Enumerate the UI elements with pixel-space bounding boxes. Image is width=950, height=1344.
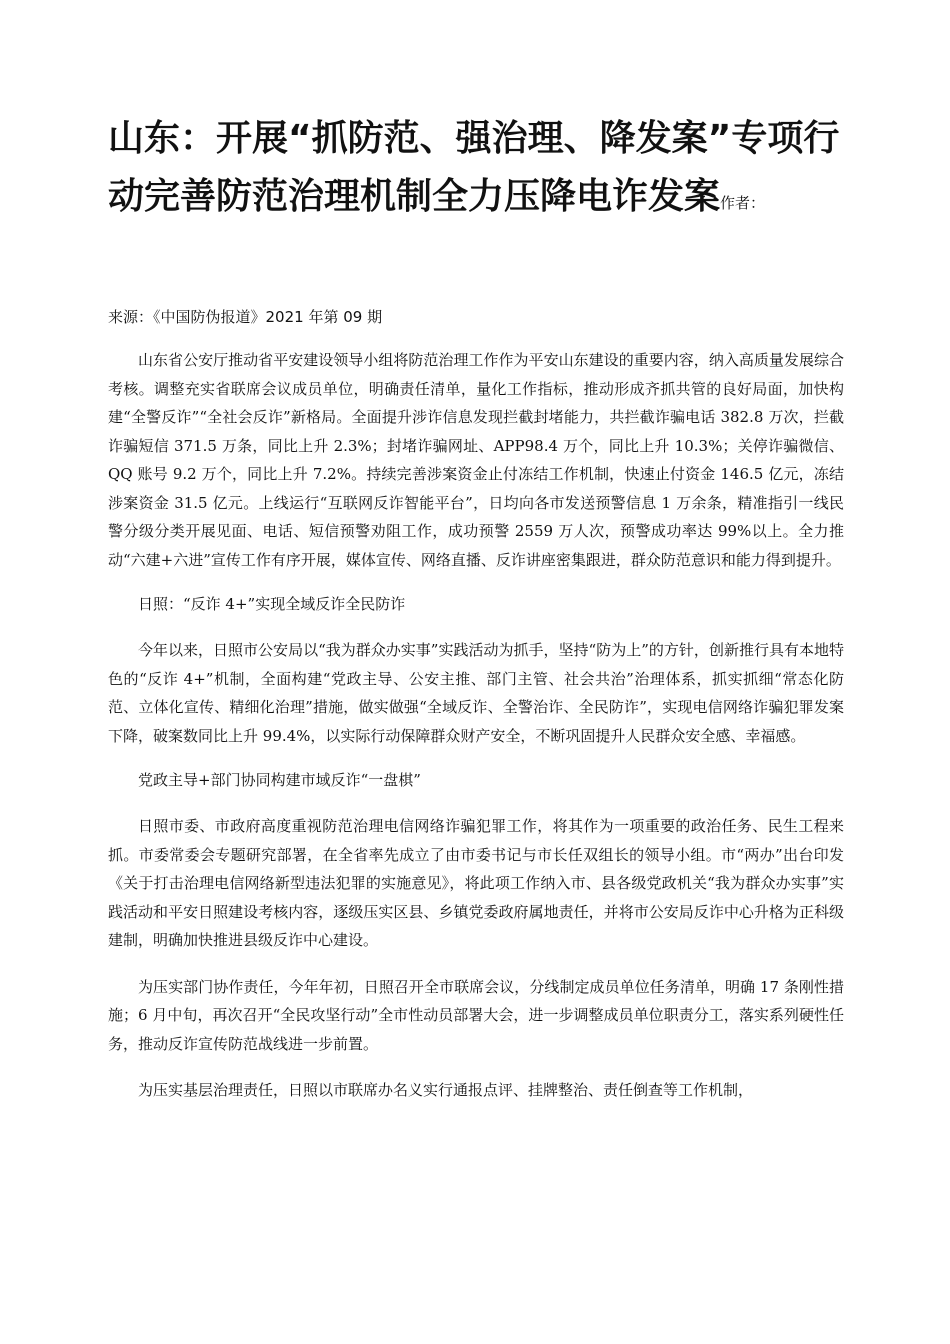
- section-heading: 日照：“反诈 4+”实现全域反诈全民防诈: [138, 595, 406, 613]
- paragraph: 为压实部门协作责任，今年年初，日照召开全市联席会议，分线制定成员单位任务清单，明确 17 条刚性措施；6 月中旬，再次召开“全民攻坚行动”全市性动员部署大会，进一步调整成员单位职责分工，落实系列硬性任务，推动反诈宣传防范战线进一步前置。: [108, 977, 844, 1053]
- title-text: 山东：开展“抓防范、强治理、降发案”专项行动完善防范治理机制全力压降电诈发案: [108, 118, 840, 217]
- paragraph: 为压实基层治理责任，日照以市联席办名义实行通报点评、挂牌整治、责任倒查等工作机制，: [138, 1081, 754, 1099]
- paragraph: 山东省公安厅推动省平安建设领导小组将防范治理工作作为平安山东建设的重要内容，纳入高质量发展综合考核。调整充实省联席会议成员单位，明确责任清单，量化工作指标，推动形成齐抓共管的良好局面，加快构建“全警反诈”“全社会反诈”新格局。全面提升涉诈信息发现拦截封堵能力，共拦截诈骗电话 382.8 万次，拦截诈骗短信 371.5 万条，同比上升 2.3%；封堵诈骗网址、APP98.4 万个，同比上升 10.3%；关停诈骗微信、QQ 账号 9.2 万个，同比上升 7.2%。持续完善涉案资金止付冻结工作机制，快速止付资金 146.5 亿元，冻结涉案资金 31.5 亿元。上线运行“互联网反诈智能平台”，日均向各市发送预警信息 1 万余条，精准指引一线民警分级分类开展见面、电话、短信预警劝阻工作，成功预警 2559 万人次，预警成功率达 99%以上。全力推动“六建+六进”宣传工作有序开展，媒体宣传、网络直播、反诈讲座密集跟进，群众防范意识和能力得到提升。: [108, 351, 844, 569]
- paragraph: 今年以来，日照市公安局以“我为群众办实事”实践活动为抓手，坚持“防为上”的方针，创新推行具有本地特色的“反诈 4+”机制，全面构建“党政主导、公安主推、部门主管、社会共治”治理体系，抓实抓细“常态化防范、立体化宣传、精细化治理”措施，做实做强“全域反诈、全警治诈、全民防诈”，实现电信网络诈骗犯罪发案下降，破案数同比上升 99.4%，以实际行动保障群众财产安全，不断巩固提升人民群众安全感、幸福感。: [108, 641, 844, 745]
- paragraph: 日照市委、市政府高度重视防范治理电信网络诈骗犯罪工作，将其作为一项重要的政治任务、民生工程来抓。市委常委会专题研究部署，在全省率先成立了由市委书记与市长任双组长的领导小组。市“两办”出台印发《关于打击治理电信网络新型违法犯罪的实施意见》，将此项工作纳入市、县各级党政机关“我为群众办实事”实践活动和平安日照建设考核内容，逐级压实区县、乡镇党委政府属地责任，并将市公安局反诈中心升格为正科级建制，明确加快推进县级反诈中心建设。: [108, 817, 844, 949]
- section-heading: 党政主导+部门协同构建市域反诈“一盘棋”: [138, 771, 421, 789]
- document-page: [108, 110, 844, 1105]
- author-label: 作者：: [720, 194, 766, 212]
- source-line: 来源：《中国防伪报道》2021 年第 09 期: [108, 308, 383, 326]
- article-title: [108, 110, 844, 232]
